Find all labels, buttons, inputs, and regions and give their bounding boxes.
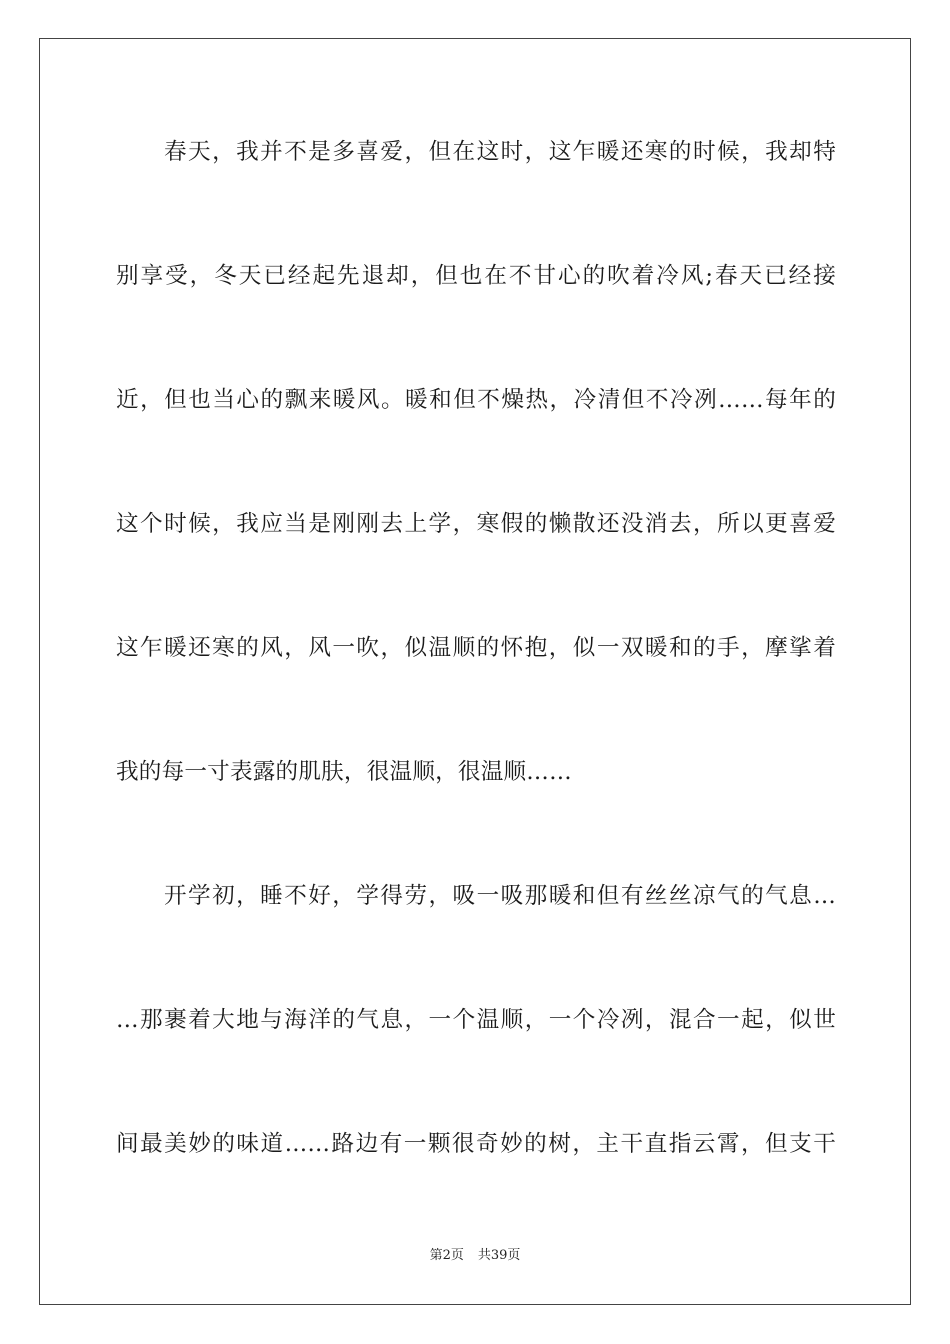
paragraph-2-line-3: 间最美妙的味道……路边有一颗很奇妙的树，主干直指云霄，但支干: [116, 1131, 836, 1157]
paragraph-1-line-1: 春天，我并不是多喜爱，但在这时，这乍暖还寒的时候，我却特: [164, 139, 836, 165]
paragraph-2-line-1: 开学初，睡不好，学得劳，吸一吸那暖和但有丝丝凉气的气息…: [164, 883, 836, 909]
paragraph-1-line-3: 近，但也当心的飘来暖风。暖和但不燥热，冷清但不冷冽……每年的: [116, 387, 836, 413]
paragraph-2-line-2: …那裹着大地与海洋的气息，一个温顺，一个冷冽，混合一起，似世: [116, 1007, 836, 1033]
paragraph-1-line-5: 这乍暖还寒的风，风一吹，似温顺的怀抱，似一双暖和的手，摩挲着: [116, 635, 836, 661]
page-total: 共39页: [477, 1248, 521, 1263]
page-number: 第2页: [429, 1248, 464, 1263]
page-footer: [0, 1247, 950, 1265]
paragraph-1-line-2: 别享受，冬天已经起先退却，但也在不甘心的吹着冷风;春天已经接: [116, 263, 836, 289]
page-frame: [39, 38, 911, 1305]
paragraph-1-line-4: 这个时候，我应当是刚刚去上学，寒假的懒散还没消去，所以更喜爱: [116, 511, 836, 537]
paragraph-1-line-6: 我的每一寸表露的肌肤，很温顺，很温顺……: [116, 759, 572, 785]
